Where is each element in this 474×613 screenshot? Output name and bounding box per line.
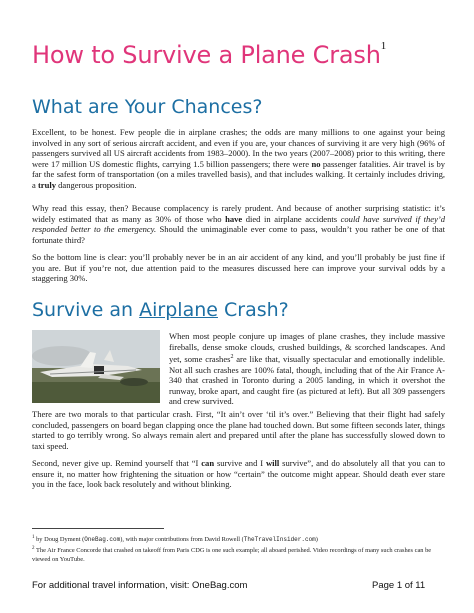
p2-italic-could-have-survived: could have survived if they’d responded better to the emergency.: [32, 213, 445, 235]
plane-wreckage-image: [32, 330, 160, 403]
travelinsider-link[interactable]: TheTravelInsider.com: [243, 536, 316, 544]
p1-text-c: passenger fatalities. Air travel is by far the safest form of transportation (on a miles travelled basis), and that includes walking. It certainly includes driving, a: [32, 158, 445, 190]
footnote-1-text-b: ), with major contributions from David Rowell (: [120, 536, 244, 544]
footnote-1-text-a: by Doug Dyment (: [34, 536, 85, 544]
plane-crash-photo: [32, 330, 160, 403]
p1-emphasis-truly: truly: [37, 179, 56, 190]
footnote-1-mark: 1: [32, 535, 35, 540]
p2-emphasis-have: have: [225, 213, 243, 224]
p1-emphasis-no: no: [311, 158, 321, 169]
page-title-text: How to Survive a Plane Crash: [32, 41, 381, 69]
footer-page-number: Page 1 of 11: [372, 580, 426, 591]
p4-text-a: When most people conjure up images of plane crashes, they include massive fireballs, dense smoke clouds, crushed buildings, & scorched landscapes. And yet, some crashes: [169, 331, 445, 365]
paragraph-chances-2: [32, 203, 445, 245]
paragraph-chances-1: [32, 127, 445, 191]
footnote-1-text-c: ): [315, 536, 318, 544]
p1-text-a: Excellent, to be honest. Few people die in airplane crashes; the odds are many millions to one against your being involved in any sort of serious aircraft accident, and even if you are, your chances of surviving it are very high (96% of passengers survived all US aircraft accidents from 1983–2000). In the two years (2007–2008) prior to this writing, there were 17 million US domestic flights, carrying 1.5 billion passengers; there were: [32, 127, 445, 169]
section-heading-survive: [32, 299, 289, 321]
paragraph-survive-2: There are two morals to that particular crash. First, “It ain’t over ‘til it’s over.” Believing that their flight had safely concluded, passengers on board began clapping once the plane had touched down. But some fifteen seconds later, things started to go terribly wrong. So always remain alert and prepared until after the plane has successfully slowed down to taxi speed.: [32, 409, 445, 451]
p6-text-c: survive and I: [214, 458, 266, 468]
p2-text-e: Should the unimaginable ever come to pass, wouldn’t you rather be one of that fortunate third?: [32, 224, 445, 245]
footnote-ref-2[interactable]: 2: [230, 354, 234, 361]
p6-text-e: survive”, and do absolutely all that you can to ensure it, no matter how frightening the situation or how “certain” the outcome might appear. Should death ever stare you in the face, look back resolutely and without blinking.: [32, 458, 445, 490]
paragraph-survive-1: [169, 331, 445, 407]
heading-survive-c: Crash?: [217, 299, 289, 321]
p1-text-e: dangerous proposition.: [55, 179, 137, 190]
footnote-2: [32, 545, 445, 564]
footnote-1: [32, 534, 445, 545]
p6-emphasis-will: will: [265, 458, 280, 468]
heading-airplane-link[interactable]: Airplane: [139, 299, 218, 321]
paragraph-survive-3: [32, 458, 445, 490]
p2-text-a: Why read this essay, then? Because complacency is rarely prudent. And because of another surprising statistic: it’s widely estimated that as many as 30% of those who: [32, 203, 445, 224]
p4-text-b: are like that, visually spectacular and emotionally indelible. Not all such crashes are 100% fatal, though, including that of the Air France A-340 that crashed in Toronto during a 2005 landing, in which it overshot the runway, broke apart, and caught fire (as pictured at left). But all 309 passengers and crew survived.: [169, 354, 445, 407]
footnote-divider: [32, 528, 164, 529]
paragraph-chances-3: So the bottom line is clear: you’ll probably never be in an air accident of any kind, and you’ll probably be just fine if you are. But if you’re not, due attention paid to the measures discussed here can improve your survival odds by a staggering 30%.: [32, 252, 445, 284]
section-heading-chances: What are Your Chances?: [32, 96, 263, 118]
page-title: [32, 40, 386, 69]
p6-emphasis-can: can: [201, 458, 215, 468]
p2-text-c: died in airplane accidents: [242, 213, 341, 224]
footnote-2-text: The Air France Concorde that crashed on takeoff from Paris CDG is one such example; all aboard perished. Video recordings of many such crashes can be viewed on YouTube.: [32, 547, 432, 563]
onebag-link[interactable]: OneBag.com: [84, 536, 121, 544]
footnote-2-mark: 2: [32, 546, 35, 551]
title-footnote-mark[interactable]: 1: [380, 40, 387, 52]
footer-travel-info: For additional travel information, visit: OneBag.com: [32, 580, 248, 591]
p6-text-a: Second, never give up. Remind yourself that “I: [32, 458, 202, 468]
heading-survive-a: Survive an: [32, 299, 140, 321]
